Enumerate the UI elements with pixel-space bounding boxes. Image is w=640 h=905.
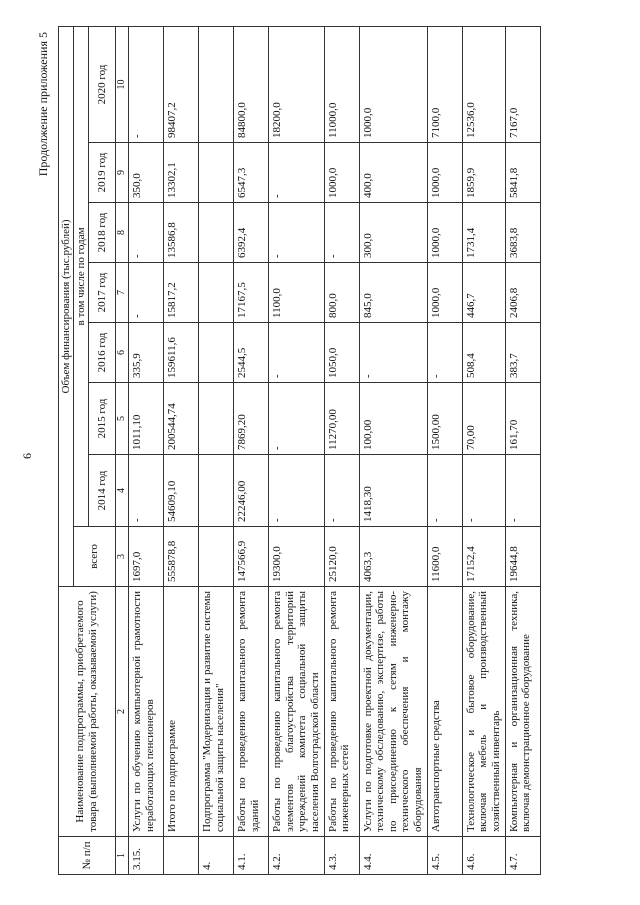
table-row [164, 26, 199, 874]
row-number: 4.6. [462, 837, 505, 875]
cell-2015: 7869,20 [234, 383, 269, 455]
row-number: 4.3. [324, 837, 359, 875]
cell-2014: - [505, 455, 540, 527]
cell-2015: - [269, 383, 325, 455]
table-row [462, 26, 505, 874]
cell-2015: 100,00 [359, 383, 427, 455]
header-year-2019: 2019 год [89, 143, 116, 203]
cell-total [199, 527, 234, 587]
cell-2017: 1000,0 [427, 263, 462, 323]
cell-2018: 13586,8 [164, 203, 199, 263]
col-number: 7 [116, 263, 129, 323]
row-name: Услуги по подготовке проектной документации, техническому обследованию, экспертизе, работы по присоединению к сетям инженерно-технического обеспечения и монтажу оборудования [359, 587, 427, 837]
cell-2020: - [129, 26, 164, 142]
cell-2019: 13302,1 [164, 143, 199, 203]
table-row [359, 26, 427, 874]
cell-total: 19300,0 [269, 527, 325, 587]
row-name: Работы по проведению капитального ремонта инженерных сетей [324, 587, 359, 837]
row-number: 3.15. [129, 837, 164, 875]
cell-2019 [199, 143, 234, 203]
header-including: в том числе по годам [74, 26, 89, 526]
cell-2014: - [269, 455, 325, 527]
header-year-2016: 2016 год [89, 323, 116, 383]
cell-2020: 1000,0 [359, 26, 427, 142]
cell-total: 17152,4 [462, 527, 505, 587]
cell-2015 [199, 383, 234, 455]
cell-2018: 1000,0 [427, 203, 462, 263]
cell-2019: - [269, 143, 325, 203]
col-number: 2 [116, 587, 129, 837]
cell-2015: 11270,00 [324, 383, 359, 455]
cell-2014: - [324, 455, 359, 527]
cell-2019: 5841,8 [505, 143, 540, 203]
col-number: 6 [116, 323, 129, 383]
cell-2017: 17167,5 [234, 263, 269, 323]
cell-2018 [199, 203, 234, 263]
cell-2016: 508,4 [462, 323, 505, 383]
table-row [269, 26, 325, 874]
header-total: всего [74, 527, 116, 587]
row-number [164, 837, 199, 875]
table-row [199, 26, 234, 874]
cell-total: 147566,9 [234, 527, 269, 587]
row-name: Работы по проведению капитального ремонта зданий [234, 587, 269, 837]
cell-2018: 1731,4 [462, 203, 505, 263]
row-name: Работы по проведению капитального ремонта элементов благоустройства территорий учреждений комитета социальной защиты населения Волгоградской области [269, 587, 325, 837]
table-row [129, 26, 164, 874]
cell-2014: - [427, 455, 462, 527]
row-number: 4.7. [505, 837, 540, 875]
row-number: 4. [199, 837, 234, 875]
cell-2018: - [129, 203, 164, 263]
col-number: 10 [116, 26, 129, 142]
cell-2016: 335,9 [129, 323, 164, 383]
cell-2014: 54609,10 [164, 455, 199, 527]
col-number: 8 [116, 203, 129, 263]
cell-2018: - [324, 203, 359, 263]
cell-2014: 1418,30 [359, 455, 427, 527]
col-number: 3 [116, 527, 129, 587]
cell-2017: 2406,8 [505, 263, 540, 323]
row-number: 4.4. [359, 837, 427, 875]
header-financing: Объем финансирования (тыс.рублей) [59, 26, 74, 586]
cell-2015: 161,70 [505, 383, 540, 455]
header-name: Наименование подпрограммы, приобретаемого товара (выполняемой работы, оказываемой услуги) [59, 587, 116, 837]
cell-2017: 845,0 [359, 263, 427, 323]
cell-2014: - [129, 455, 164, 527]
cell-2020: 7100,0 [427, 26, 462, 142]
cell-2018: - [269, 203, 325, 263]
cell-2020: 7167,0 [505, 26, 540, 142]
cell-2018: 300,0 [359, 203, 427, 263]
financing-table [58, 26, 541, 875]
cell-2019: 1859,9 [462, 143, 505, 203]
cell-2016: - [269, 323, 325, 383]
cell-2015: 1011,10 [129, 383, 164, 455]
col-number: 4 [116, 455, 129, 527]
cell-2019: 1000,0 [427, 143, 462, 203]
cell-2017: 1100,0 [269, 263, 325, 323]
row-number: 4.1. [234, 837, 269, 875]
cell-2020 [199, 26, 234, 142]
cell-total: 25120,0 [324, 527, 359, 587]
cell-2014 [199, 455, 234, 527]
cell-total: 555878,8 [164, 527, 199, 587]
cell-2016: - [427, 323, 462, 383]
cell-2017: 800,0 [324, 263, 359, 323]
cell-2014: 22246,00 [234, 455, 269, 527]
cell-2016: 159611,6 [164, 323, 199, 383]
col-number: 9 [116, 143, 129, 203]
cell-2019: 6547,3 [234, 143, 269, 203]
row-name: Автотранспортные средства [427, 587, 462, 837]
row-number: 4.5. [427, 837, 462, 875]
table-row [234, 26, 269, 874]
cell-2020: 11000,0 [324, 26, 359, 142]
header-year-2015: 2015 год [89, 383, 116, 455]
cell-2020: 18200,0 [269, 26, 325, 142]
cell-total: 11600,0 [427, 527, 462, 587]
col-number: 5 [116, 383, 129, 455]
table-row [427, 26, 462, 874]
cell-2019: 400,0 [359, 143, 427, 203]
cell-2015: 200544,74 [164, 383, 199, 455]
cell-2017: 15817,2 [164, 263, 199, 323]
row-name: Услуги по обучению компьютерной грамотности неработающих пенсионеров [129, 587, 164, 837]
cell-2017: 446,7 [462, 263, 505, 323]
cell-2020: 98407,2 [164, 26, 199, 142]
cell-2017 [199, 263, 234, 323]
row-name: Компьютерная и организационная техника, включая демонстрационное оборудование [505, 587, 540, 837]
cell-2016: - [359, 323, 427, 383]
row-name: Технологическое и бытовое оборудование, включая мебель и производственный хозяйственный инвентарь [462, 587, 505, 837]
row-number: 4.2. [269, 837, 325, 875]
cell-2017: - [129, 263, 164, 323]
cell-2015: 70,00 [462, 383, 505, 455]
cell-2018: 3683,8 [505, 203, 540, 263]
page-number: 6 [20, 453, 34, 459]
cell-total: 4063,3 [359, 527, 427, 587]
cell-2016: 383,7 [505, 323, 540, 383]
cell-2019: 350,0 [129, 143, 164, 203]
continuation-label: Продолжение приложения 5 [36, 32, 50, 177]
cell-2018: 6392,4 [234, 203, 269, 263]
col-number: 1 [116, 837, 129, 875]
cell-2020: 12536,0 [462, 26, 505, 142]
cell-2014: - [462, 455, 505, 527]
row-name: Подпрограмма "Модернизация и развитие системы социальной защиты населения" [199, 587, 234, 837]
header-no: № п/п [59, 837, 116, 875]
header-year-2017: 2017 год [89, 263, 116, 323]
cell-2016 [199, 323, 234, 383]
cell-2020: 84800,0 [234, 26, 269, 142]
cell-2016: 1050,0 [324, 323, 359, 383]
table-row [324, 26, 359, 874]
cell-2019: 1000,0 [324, 143, 359, 203]
table-row [505, 26, 540, 874]
cell-2015: 1500,00 [427, 383, 462, 455]
cell-2016: 2544,5 [234, 323, 269, 383]
header-year-2020: 2020 год [89, 26, 116, 142]
row-name: Итого по подпрограмме [164, 587, 199, 837]
cell-total: 1697,0 [129, 527, 164, 587]
header-year-2014: 2014 год [89, 455, 116, 527]
cell-total: 19644,8 [505, 527, 540, 587]
header-year-2018: 2018 год [89, 203, 116, 263]
